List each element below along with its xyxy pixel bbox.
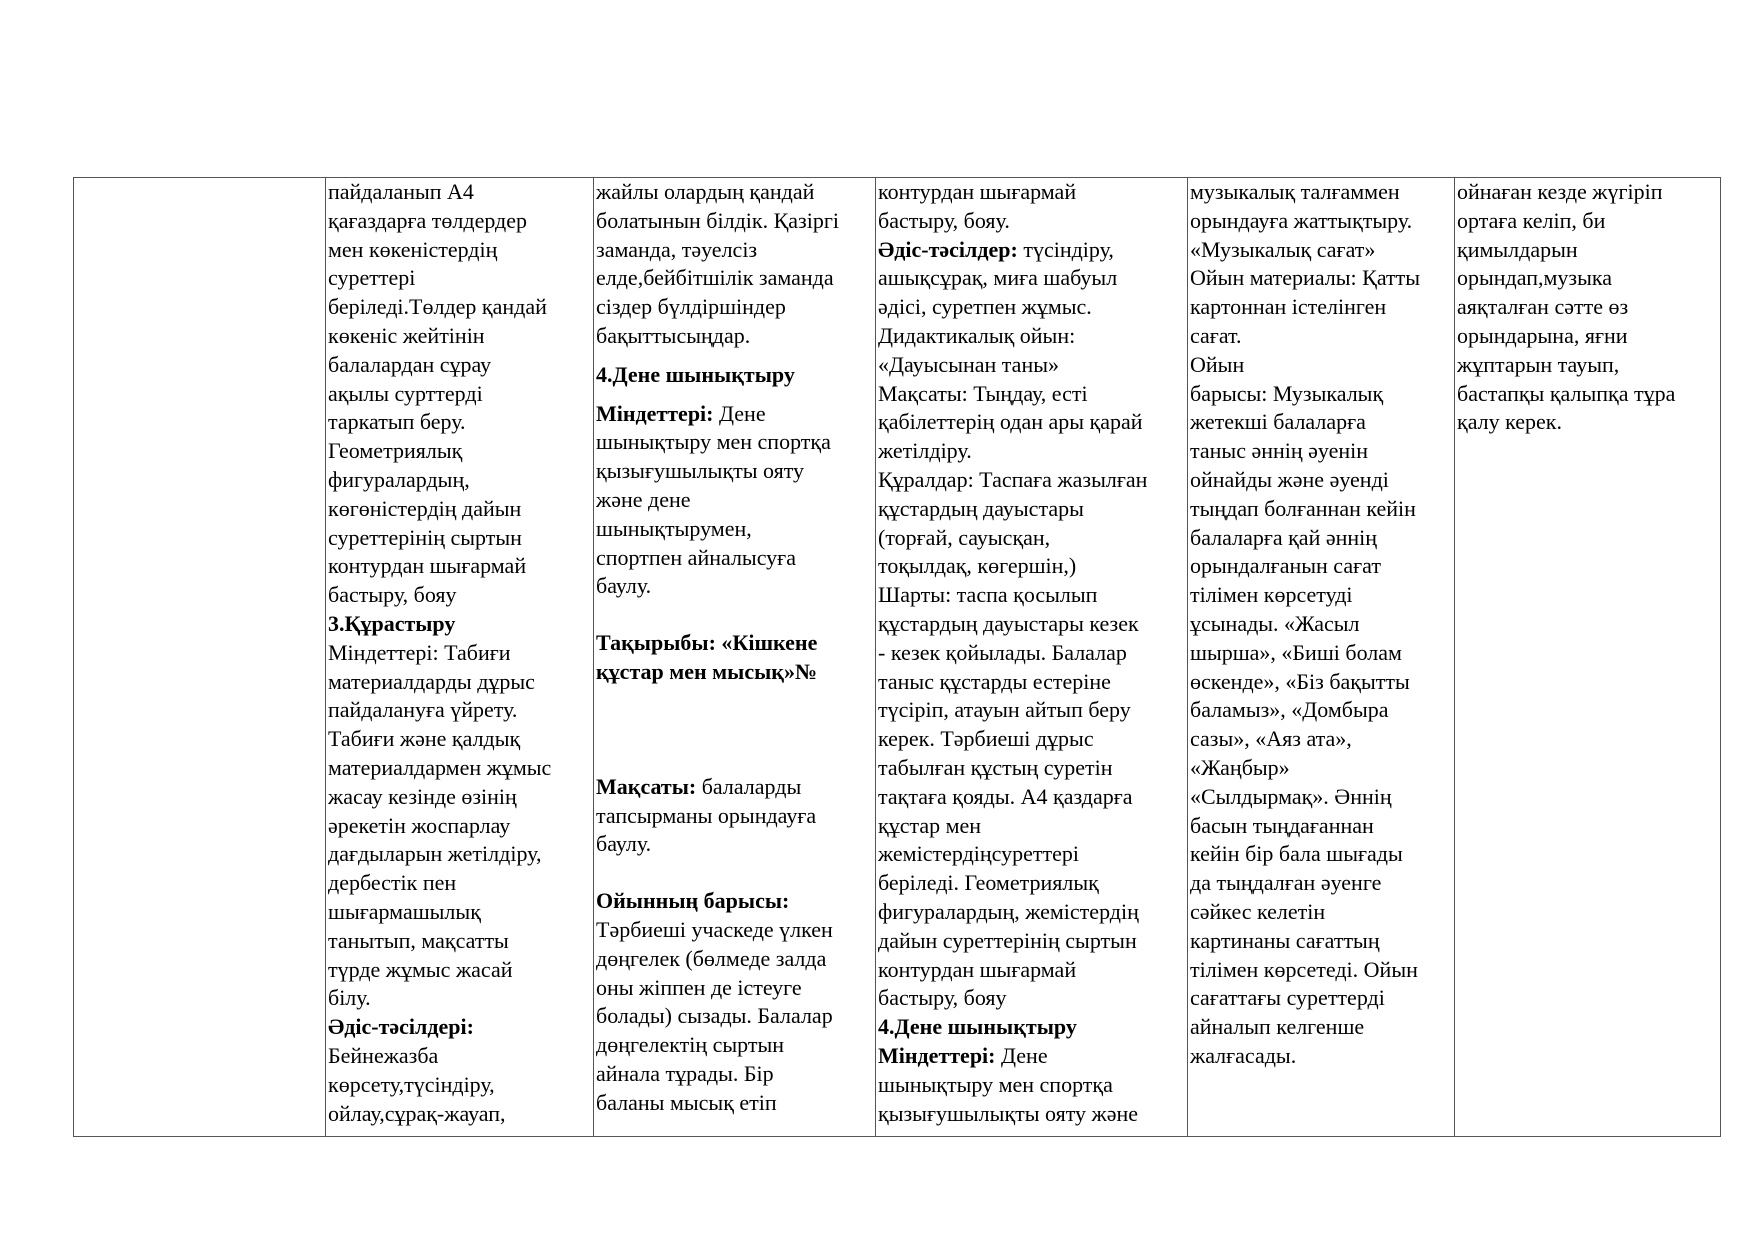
- field-label: Әдіс-тәсілдер:: [878, 236, 1018, 262]
- text-line: (торғай, сауысқан,: [878, 524, 1051, 550]
- text-line: қызығушылықты ояту және: [878, 1100, 1139, 1126]
- text-line: Мақсаты: Тыңдау, есті: [878, 380, 1088, 406]
- text-line: - кезек қойылады. Балалар: [878, 639, 1127, 665]
- text-line: контурдан шығармай: [878, 956, 1077, 982]
- text-line: елде,бейбітшілік заманда: [596, 265, 834, 291]
- text-line: контурдан шығармай: [328, 553, 527, 579]
- text-line: бастыру, бояу: [878, 985, 1007, 1011]
- text-line: таныс әннің әуенін: [1190, 438, 1369, 464]
- text-line: тілімен көрсетеді. Ойын: [1190, 956, 1418, 982]
- text-line: әдісі, суретпен жұмыс.: [878, 294, 1092, 320]
- text-line: оны жіппен де істеуге: [596, 974, 802, 1000]
- text-line: материалдарды дұрыс: [328, 668, 535, 694]
- text-line: тыңдап болғаннан кейін: [1190, 495, 1416, 521]
- text-line: құстар мен: [878, 812, 982, 838]
- table-cell-col4: [876, 178, 1188, 1137]
- text-line: көкеніс жейтінін: [328, 322, 485, 348]
- text-line: жайлы олардың қандай: [596, 179, 815, 204]
- text-line: сәйкес келетін: [1190, 898, 1326, 924]
- text-line: «Дауысынан таны»: [878, 351, 1059, 377]
- table-cell-col2: [326, 178, 594, 1137]
- text-line: орындарына, яғни: [1457, 322, 1628, 348]
- table-row: [74, 178, 1721, 1137]
- text-line: тапсырманы орындауға: [596, 802, 817, 828]
- text-line: бастыру, бояу: [328, 582, 457, 608]
- text-line: Әдіс-тәсілдері:: [328, 1014, 474, 1040]
- text-line: [878, 1042, 1186, 1071]
- text-line: шынықтыру мен спортқа: [878, 1071, 1113, 1097]
- text-line: қалу керек.: [1457, 409, 1562, 435]
- text-line: фигуралардың, жемістердің: [878, 898, 1139, 924]
- text-line: таныс құстарды естеріне: [878, 668, 1111, 694]
- table-cell-col6: [1455, 178, 1721, 1137]
- text-line: сағаттағы суреттерді: [1190, 985, 1385, 1011]
- text-line: жемістердіңсуреттері: [878, 841, 1079, 867]
- text-line: ойнайды және әуенді: [1190, 466, 1389, 492]
- text-line: спортпен айналысуға: [596, 544, 796, 570]
- text-line: білу.: [328, 985, 371, 1011]
- text-line: орындауға жаттықтыру.: [1190, 207, 1413, 233]
- text-line: шырша», «Биші болам: [1190, 639, 1402, 665]
- text-line: балаларға қай әннің: [1190, 524, 1378, 550]
- text-line: жалғасады.: [1190, 1042, 1297, 1068]
- text-line: Бейнежазба: [328, 1042, 439, 1068]
- table-cell-col5: [1188, 178, 1455, 1137]
- text-line: тілімен көрсетуді: [1190, 582, 1353, 608]
- text-line: шынықтыру мен спортқа: [596, 429, 831, 455]
- text-line: музыкалық талғаммен: [1190, 179, 1400, 204]
- text-line: жұптарын тауып,: [1457, 351, 1620, 377]
- text-line: қабілеттерің одан ары қарай: [878, 409, 1143, 435]
- text-line: шынықтырумен,: [596, 515, 752, 541]
- text-line: тақтаға қояды. А4 қаздарға: [878, 783, 1133, 809]
- text-line: аяқталған сәтте өз: [1457, 294, 1629, 320]
- text-line: Табиғи және қалдық: [328, 726, 521, 752]
- text-line: беріледі.Төлдер қандай: [328, 294, 547, 320]
- text-line: Дидактикалық ойын:: [878, 322, 1076, 348]
- field-label: Міндеттері:: [596, 400, 714, 426]
- text-line: заманда, тәуелсіз: [596, 236, 758, 262]
- text-line: Геометриялық: [328, 438, 463, 464]
- text-line: баулу.: [596, 573, 652, 599]
- text-line: ұсынады. «Жасыл: [1190, 610, 1360, 636]
- text-line: шығармашылық: [328, 898, 481, 924]
- text-line: таркатып беру.: [328, 409, 466, 435]
- text-line: дербестік пен: [328, 870, 457, 896]
- text-line: баламыз», «Домбыра: [1190, 697, 1389, 723]
- text-line: басын тыңдағаннан: [1190, 812, 1374, 838]
- text-line: танытып, мақсатты: [328, 927, 509, 953]
- text-line: да тыңдалған әуенге: [1190, 870, 1382, 896]
- text-line: баулу.: [596, 831, 652, 857]
- text-line: жетекші балаларға: [1190, 409, 1366, 435]
- text-line: «Жаңбыр»: [1190, 754, 1290, 780]
- table-cell-col3: [594, 178, 876, 1137]
- text-line: болады) сызады. Балалар: [596, 1003, 833, 1029]
- field-text: балаларды: [696, 773, 802, 799]
- table-cell-empty: [74, 178, 326, 1137]
- field-label: Міндеттері:: [878, 1042, 996, 1068]
- text-line: кейін бір бала шығады: [1190, 841, 1403, 867]
- text-line: айнала тұрады. Бір: [596, 1060, 774, 1086]
- field-text: түсіндіру,: [1017, 236, 1114, 262]
- text-line: Құралдар: Таспаға жазылған: [878, 466, 1148, 492]
- text-line: қызығушылықты ояту: [596, 458, 805, 484]
- field-text: Дене: [995, 1042, 1048, 1068]
- text-line: картоннан істелінген: [1190, 294, 1387, 320]
- text-line: сағат.: [1190, 322, 1242, 348]
- text-line: Ойын материалы: Қатты: [1190, 265, 1421, 291]
- section-heading: 4.Дене шынықтыру: [878, 1014, 1077, 1040]
- text-line: пайдалануға үйрету.: [328, 697, 518, 723]
- text-line: бастапқы қалыпқа тұра: [1457, 380, 1676, 406]
- text-line: әрекетін жоспарлау: [328, 812, 511, 838]
- text-line: керек. Тәрбиеші дұрыс: [878, 726, 1094, 752]
- text-line: дөңгелектің сыртын: [596, 1032, 785, 1058]
- text-line: суреттерінің сыртын: [328, 524, 522, 550]
- text-line: пайдаланып А4: [328, 179, 474, 204]
- text-line: жасау кезінде өзінің: [328, 783, 517, 809]
- text-line: көрсету,түсіндіру,: [328, 1071, 495, 1097]
- text-line: құстардың дауыстары кезек: [878, 610, 1139, 636]
- text-line: ақылы сурттерді: [328, 380, 483, 406]
- text-line: барысы: Музыкалық: [1190, 380, 1384, 406]
- text-line: жетілдіру.: [878, 438, 972, 464]
- text-line: «Сылдырмақ». Әннің: [1190, 783, 1392, 809]
- text-line: дөңгелек (бөлмеде залда: [596, 945, 827, 971]
- text-line: бақыттысыңдар.: [596, 322, 751, 348]
- game-label: Ойынның барысы:: [596, 888, 790, 914]
- lesson-plan-table: [73, 177, 1721, 1137]
- text-line: Тәрбиеші учаскеде үлкен: [596, 916, 833, 942]
- text-line: балалардан сұрау: [328, 351, 492, 377]
- section-heading: 4.Дене шынықтыру: [596, 361, 795, 387]
- text-line: Ойын: [1190, 351, 1245, 377]
- text-line: картинаны сағаттың: [1190, 927, 1380, 953]
- text-line: баланы мысық етіп: [596, 1089, 777, 1115]
- field-label: Мақсаты:: [596, 773, 697, 799]
- text-line: қағаздарға төлдердер: [328, 207, 527, 233]
- text-line: құстар мен мысық»№: [596, 658, 818, 684]
- text-line: [596, 400, 874, 429]
- text-line: «Музыкалық сағат»: [1190, 236, 1376, 262]
- text-line: [596, 773, 874, 802]
- text-line: ойлау,сұрақ-жауап,: [328, 1100, 506, 1126]
- text-line: орындалғанын сағат: [1190, 553, 1381, 579]
- text-line: болатынын білдік. Қазіргі: [596, 207, 839, 233]
- text-line: фигуралардың,: [328, 466, 470, 492]
- text-line: 3.Құрастыру: [328, 610, 456, 636]
- text-line: құстардың дауыстары: [878, 495, 1084, 521]
- text-line: қимылдарын: [1457, 236, 1578, 262]
- text-line: ойнаған кезде жүгіріп: [1457, 179, 1663, 204]
- text-line: Тақырыбы: «Кішкене: [596, 630, 818, 656]
- text-line: суреттері: [328, 265, 416, 291]
- text-line: беріледі. Геометриялық: [878, 870, 1099, 896]
- text-line: сіздер бүлдіршіндер: [596, 294, 786, 320]
- text-line: Міндеттері: Табиғи: [328, 639, 511, 665]
- text-line: мен көкеністердің: [328, 236, 498, 262]
- text-line: түсіріп, атауын айтып беру: [878, 697, 1131, 723]
- text-line: айналып келгенше: [1190, 1014, 1365, 1040]
- text-line: контурдан шығармай: [878, 179, 1077, 204]
- text-line: ашықсұрақ, миға шабуыл: [878, 265, 1118, 291]
- text-line: Шарты: таспа қосылып: [878, 582, 1098, 608]
- text-line: дағдыларын жетілдіру,: [328, 841, 542, 867]
- text-line: өскенде», «Біз бақытты: [1190, 668, 1410, 694]
- text-line: сазы», «Аяз ата»,: [1190, 726, 1352, 752]
- text-line: және дене: [596, 486, 691, 512]
- text-line: көгөністердің дайын: [328, 495, 522, 521]
- text-line: материалдармен жұмыс: [328, 754, 552, 780]
- text-line: табылған құстың суретін: [878, 754, 1113, 780]
- text-line: тоқылдақ, көгершін,): [878, 553, 1077, 579]
- text-line: бастыру, бояу.: [878, 207, 1010, 233]
- text-line: орындап,музыка: [1457, 265, 1613, 291]
- text-line: ортаға келіп, би: [1457, 207, 1606, 233]
- text-line: түрде жұмыс жасай: [328, 956, 513, 982]
- text-line: [878, 236, 1186, 265]
- text-line: дайын суреттерінің сыртын: [878, 927, 1137, 953]
- field-text: Дене: [713, 400, 766, 426]
